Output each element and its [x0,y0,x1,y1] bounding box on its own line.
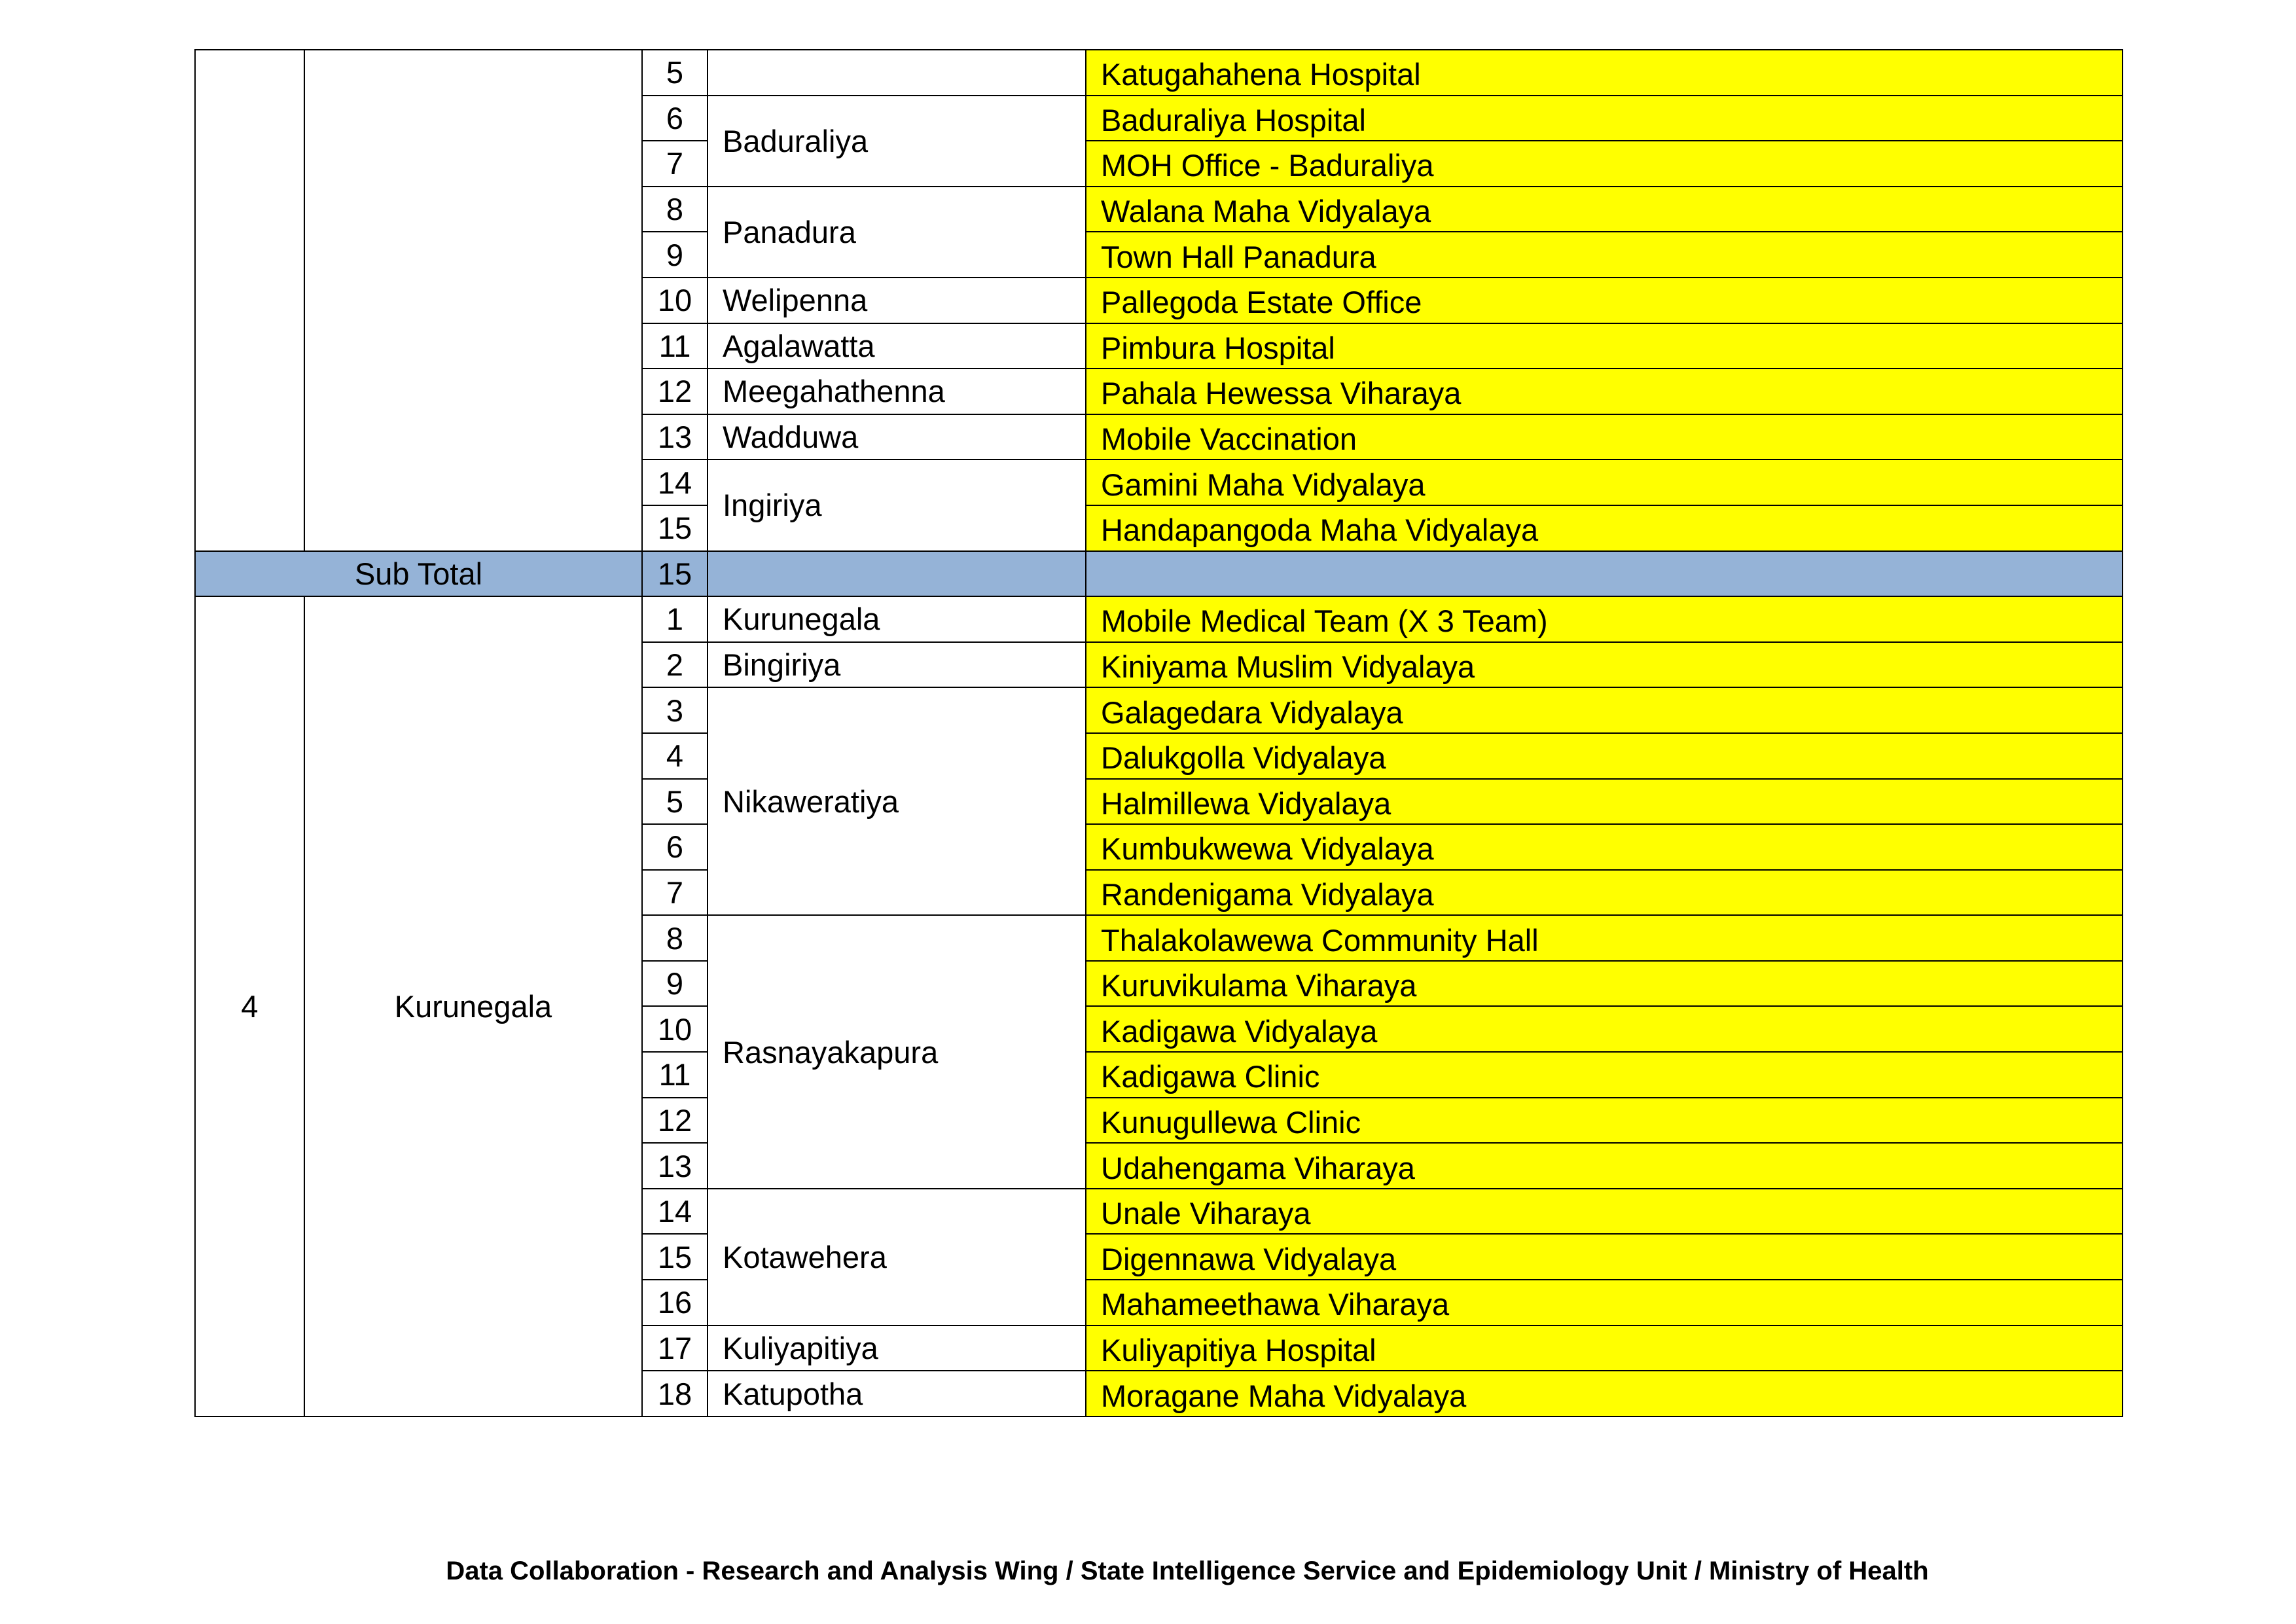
centre-location: Randenigama Vidyalaya [1086,870,2123,916]
centre-location: Kuliyapitiya Hospital [1086,1326,2123,1371]
centre-no: 14 [642,1189,708,1235]
footer-credit: Data Collaboration - Research and Analysis Wing / State Intelligence Service and Epidemiology Unit / Ministry of Health [446,1557,1929,1585]
centre-no: 10 [642,278,708,323]
centre-location: Mobile Vaccination [1086,414,2123,460]
moh-area: Panadura [708,187,1086,278]
moh-area: Baduraliya [708,96,1086,187]
centre-location: Town Hall Panadura [1086,232,2123,278]
centre-location: Mobile Medical Team (X 3 Team) [1086,596,2123,642]
district-name-cell [304,50,642,551]
centre-no: 8 [642,915,708,961]
centre-no: 7 [642,870,708,916]
moh-area: Meegahathenna [708,369,1086,414]
moh-area: Kurunegala [708,596,1086,642]
centre-location: Galagedara Vidyalaya [1086,687,2123,733]
centre-no: 6 [642,824,708,870]
centre-no: 14 [642,460,708,505]
centre-no: 8 [642,187,708,232]
centre-no: 4 [642,733,708,779]
centre-location: Kuruvikulama Viharaya [1086,961,2123,1007]
centre-location: Katugahahena Hospital [1086,50,2123,96]
centre-location: Kadigawa Vidyalaya [1086,1006,2123,1052]
centre-no: 2 [642,642,708,688]
moh-area: Katupotha [708,1371,1086,1416]
centre-no: 3 [642,687,708,733]
centre-location: Kiniyama Muslim Vidyalaya [1086,642,2123,688]
moh-area: Welipenna [708,278,1086,323]
vaccination-centres-table [194,49,2123,1417]
centre-location: Pahala Hewessa Viharaya [1086,369,2123,414]
centre-location: Kumbukwewa Vidyalaya [1086,824,2123,870]
centre-no: 12 [642,1098,708,1144]
centre-location: MOH Office - Baduraliya [1086,141,2123,187]
centre-no: 16 [642,1280,708,1326]
centre-location: Walana Maha Vidyalaya [1086,187,2123,232]
centre-location: Thalakolawewa Community Hall [1086,915,2123,961]
district-no: 4 [195,596,304,1416]
subtotal-empty-location [1086,551,2123,597]
centre-no: 11 [642,1052,708,1098]
centre-no: 9 [642,961,708,1007]
centre-no: 12 [642,369,708,414]
moh-area: Agalawatta [708,323,1086,369]
centre-no: 18 [642,1371,708,1416]
moh-area: Kuliyapitiya [708,1326,1086,1371]
centre-location: Baduraliya Hospital [1086,96,2123,141]
moh-area [708,50,1086,96]
centre-location: Digennawa Vidyalaya [1086,1234,2123,1280]
centre-location: Moragane Maha Vidyalaya [1086,1371,2123,1416]
centre-location: Dalukgolla Vidyalaya [1086,733,2123,779]
centre-no: 6 [642,96,708,141]
centre-location: Gamini Maha Vidyalaya [1086,460,2123,505]
centre-location: Mahameethawa Viharaya [1086,1280,2123,1326]
centre-no: 5 [642,50,708,96]
centre-no: 1 [642,596,708,642]
centre-location: Udahengama Viharaya [1086,1143,2123,1189]
district-no-cell [195,50,304,551]
centre-location: Pallegoda Estate Office [1086,278,2123,323]
centre-no: 17 [642,1326,708,1371]
centre-no: 10 [642,1006,708,1052]
moh-area: Kotawehera [708,1189,1086,1326]
centre-no: 7 [642,141,708,187]
moh-area: Bingiriya [708,642,1086,688]
centre-no: 9 [642,232,708,278]
centre-no: 13 [642,414,708,460]
centre-no: 15 [642,505,708,551]
subtotal-label: Sub Total [195,551,642,597]
moh-area: Wadduwa [708,414,1086,460]
district-name: Kurunegala [304,596,642,1416]
centre-location: Pimbura Hospital [1086,323,2123,369]
moh-area: Rasnayakapura [708,915,1086,1189]
subtotal-empty-moh [708,551,1086,597]
table-row [195,50,2123,96]
moh-area: Nikaweratiya [708,687,1086,915]
centre-no: 15 [642,1234,708,1280]
centre-location: Handapangoda Maha Vidyalaya [1086,505,2123,551]
table-row [195,596,2123,642]
moh-area: Ingiriya [708,460,1086,550]
centre-location: Kunugullewa Clinic [1086,1098,2123,1144]
centre-no: 13 [642,1143,708,1189]
subtotal-row [195,551,2123,597]
centre-no: 11 [642,323,708,369]
centre-location: Unale Viharaya [1086,1189,2123,1235]
subtotal-count: 15 [642,551,708,597]
centre-no: 5 [642,779,708,825]
centre-location: Kadigawa Clinic [1086,1052,2123,1098]
centre-location: Halmillewa Vidyalaya [1086,779,2123,825]
